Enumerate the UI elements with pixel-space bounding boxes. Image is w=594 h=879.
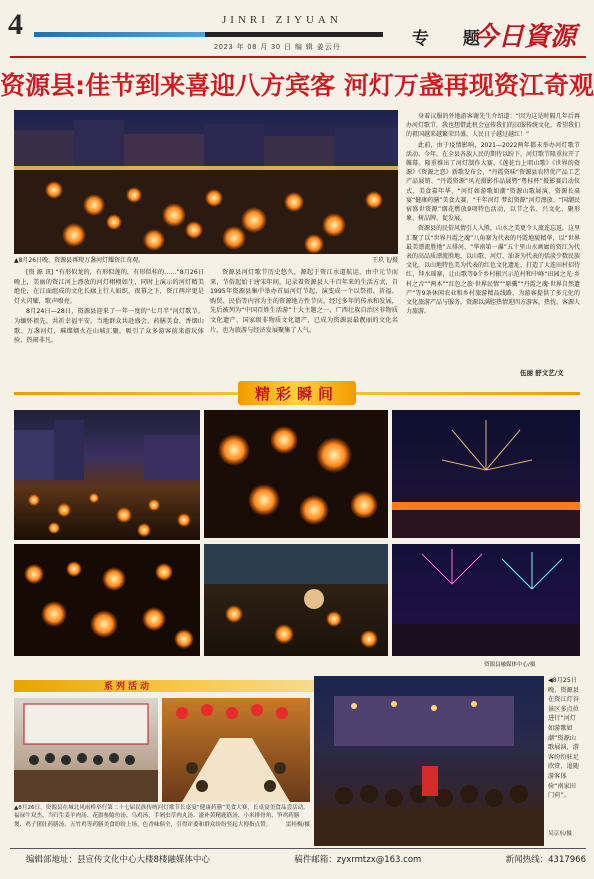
footer-email[interactable]: 稿件邮箱：zyxrmtzx@163.com (294, 855, 422, 865)
masthead-bar-blue (34, 32, 206, 37)
activities-photo-long-table (162, 698, 310, 802)
article-paragraph: 8月24日—28日，资源县迎来了一年一度的“七月半”河灯歌节。为缅怀祖先、共祈幸福平安，当地群众共赴盛会，药膳美食、香烟山歌、万盏河灯，璀璨烟火在山城汇聚，吸引了众多游客前来游玩体验、热闹非凡。 (14, 308, 204, 345)
activities-photo-folk-song-illustration (314, 676, 544, 846)
gallery-photo-fireworks-bridge-illustration (392, 410, 580, 538)
activities-right-credit: 吴京东/摄 (548, 831, 572, 837)
main-photo-caption: ▲8月26日晚，资源县再现万盏河灯耀资江奇观。 (14, 257, 145, 264)
article-column-2 (210, 268, 398, 336)
gallery-photo-river-night-illustration (14, 410, 200, 540)
gallery-credit: 资源县融媒体中心/摄 (484, 662, 536, 668)
article-paragraph: 此前，由于疫情影响，2021—2022两年都未举办河灯歌节活动。今年，在全县各族人民的期待以盼下，河灯歌节隆重拉开了帷幕。隆重推出了河灯制作大赛、《莲花台上唱山歌》《世界的资源》《资源之恋》新歌发布会、“丹霞资味”资源县农特优产品工艺产品展销、“丹霞资源”风光摄影作品展暨“粤桂杯”摄影赛启动仪式、美食嘉年华、“河灯如游歌如潮”资源山歌展演、资源长桌宴“健康药膳”美食大赛、“千年河灯 梦幻资源”河灯漂放、“国潮民宿盛世资源”烟花燃放9项特色活动，以节之名、兴文化、聚形象、树品牌、促发展。 (406, 141, 581, 223)
main-photo-river-lanterns (14, 110, 398, 254)
headline: 资源县:佳节到来喜迎八方宾客 河灯万盏再现资江奇观 (0, 71, 594, 100)
activities-left-credit: 雷桂梅/摄 (285, 821, 310, 828)
activities-photo-long-table-illustration (162, 698, 310, 802)
gallery-photo-fireworks-city-illustration (392, 544, 580, 656)
header-rule (10, 56, 586, 58)
masthead-pinyin: JINRI ZIYUAN (222, 14, 342, 26)
activities-photo-banquet-stage-illustration (14, 698, 158, 802)
gallery-title: 精彩瞬间 (238, 381, 356, 405)
gallery-photo-fireworks-city (392, 544, 580, 656)
article-column-3 (406, 112, 580, 317)
gallery-photo-fireworks-bridge (392, 410, 580, 538)
article-paragraph: 身着汉服的外地游客谢先生介绍道：“因为这是时隔几年后再办河灯歌节，我也想借此机会宣传我们的汉服传统文化，希望我们的祖国越来越繁荣昌盛，人民日子越过越红！” (406, 113, 581, 139)
gallery-photo-river-night (14, 410, 200, 540)
activities-left-caption (14, 804, 310, 829)
date-editor-line: 2023 年 08 月 30 日 编 辑 姜云丹 (214, 44, 341, 51)
footer-hotline: 新闻热线：4317966 (505, 855, 586, 865)
activities-label: 系列活动 (104, 682, 153, 692)
main-photo-illustration (14, 110, 398, 254)
gallery-photo-lanterns-water (14, 544, 200, 656)
article-byline: 伍丽 舒文艺/文 (520, 369, 564, 377)
gallery-photo-lantern-closeup (204, 410, 388, 538)
footer-rule (10, 848, 586, 849)
gallery-photo-lanterns-water-illustration (14, 544, 200, 656)
gallery-photo-lantern-closeup-illustration (204, 410, 388, 538)
activities-photo-banquet-stage (14, 698, 158, 802)
article-column-1 (14, 268, 204, 347)
article-paragraph: 资源县的民俗风情引人入胜，山水之美更令人流连忘返。这里汇聚了以“世界丹霞之魂”八角寨为代表的丹霞地貌精华，以“世界最美漂流胜地”五排河、“华南第一瀑”五十里山水画廊的资江为代表的高品质漂流胜地，以山歌、河灯、油茶为代表的恬淡少数民族文化，以山地特色美为代表的红色文化遗址，打造了大连田村招待红，拜水瑶寨，让山歌等9个乡村振兴示范村和中峰“田园之光·乡村之音”“两木”“红色之旅·世界民情”“原骥”“丹霞之魂·世界自然遗产”等9条休闲农业和乡村旅游精品线路，为游客提供了多元化的文化旅游产品与服务，资源以满腔热情迎四方游客，热忱、客源人力旅游。 (406, 225, 581, 316)
gallery-photo-lantern-release (204, 544, 388, 656)
activities-right-caption: ◀8月25日晚，资源县在资江灯谷景区多点位进行“河灯如游歌如潮”资源山歌展演，游客纷纷驻足欣赏，追随游客体验“南家田门荷”。 (548, 677, 579, 800)
gallery-photo-lantern-release-illustration (204, 544, 388, 656)
activities-left-caption-text: ▲8月26日，资源县在城北风雨桥举行第二十七届民族传统河灯歌节长桌宴“健康药膳”美食大赛，长桌宴美食品尝活动。福禄牛双杰、当归生姜羊肉汤、花旗参鲶鱼汤、乌鸡汤、手剁虫草肉丸汤、滋补黄精鹿筋汤、小米排骨角、笋鸡药膳煲、鸡子猪肚药膳汤、五竹鸡等药膳美食纷纷上场，色香味俱全，引得评委和群众纷纷竖起大拇指点赞。 (14, 805, 309, 828)
main-photo-credit: 王玖飞/摄 (371, 257, 398, 264)
page-number: 4 (8, 8, 23, 41)
article-paragraph: 资源县河灯歌节历史悠久，源起于资江水道航运，由中元节而来，节俗起始于唐宋年间，记录着资源县人千百年来的生活方式，自1995年资源县集中举办首届河灯节起，演变成一个以祭祖、祈福、购贸、民俗等内容为主的资源地方性节庆。经过多年的传承和发展，先后被列为“中国百姓生活游”十大主题之一，广西壮族自治区非物质文化遗产、国家级非物质文化遗产，已成为资源县最靓丽的文化名片，也为旅游与经济发展聚集了人气。 (210, 269, 398, 334)
masthead-bar-black (205, 32, 383, 37)
activities-photo-folk-song (314, 676, 544, 846)
newspaper-logo: 今日資源 (472, 22, 577, 52)
footer-address: 编辑部地址：县宣传文化中心大楼8楼融媒体中心 (26, 855, 210, 865)
footer (26, 853, 586, 865)
section-label: 专 题 (412, 29, 494, 49)
article-paragraph: [资 源 讯] “有形似龙的，有形似莲的，有形似桂的……”8月26日晚上，美丽的资江河上漂放的河灯栩栩如生，同时上演示的河灯精美绝伦，在江面组成的文化长廊上行人如织，夜幕之下，资江两岸更是灯火闪耀，歌声嘹亮。 (14, 269, 204, 305)
